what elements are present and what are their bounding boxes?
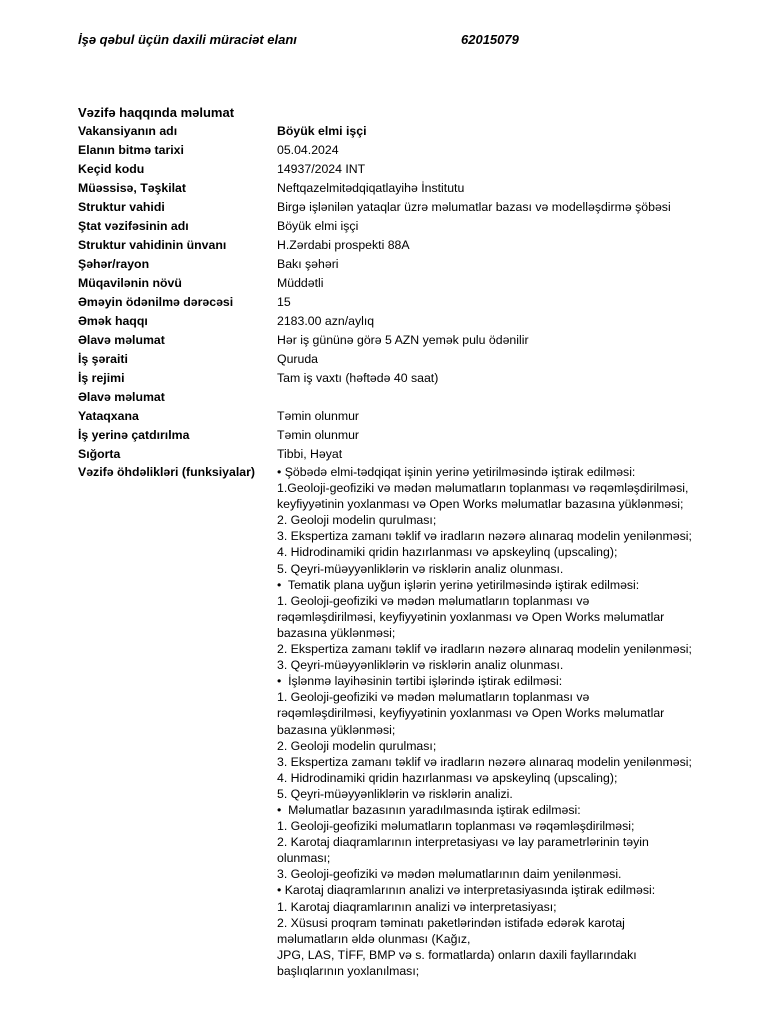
- info-row-value: Müddətli: [277, 276, 324, 290]
- announcement-title: İşə qəbul üçün daxili müraciət elanı: [78, 32, 297, 47]
- duty-line: 3. Ekspertiza zamanı təklif və iradların nəzərə alınaraq modelin yenilənməsi;: [277, 754, 692, 769]
- duty-line: 3. Qeyri-müəyyənliklərin və risklərin analiz olunması.: [277, 658, 564, 673]
- info-row-label: Elanın bitmə tarixi: [78, 143, 184, 157]
- duty-line: 1. Geoloji-geofiziki və mədən məlumatların toplanması və: [277, 593, 590, 608]
- duty-line: 3. Geoloji-geofiziki və mədən məlumatlarının daim yenilənməsi.: [277, 867, 622, 882]
- info-row: [78, 426, 728, 445]
- info-row: [78, 445, 728, 464]
- info-row-value: 14937/2024 INT: [277, 162, 366, 176]
- info-table: [78, 122, 728, 464]
- info-row-label: Ştat vəzifəsinin adı: [78, 219, 189, 233]
- info-row: [78, 217, 728, 236]
- duty-line: 2. Geoloji modelin qurulması;: [277, 738, 437, 753]
- info-row-value: Tibbi, Həyat: [277, 447, 343, 461]
- duty-line: • Tematik plana uyğun işlərin yerinə yetirilməsində iştirak edilməsi:: [277, 577, 640, 592]
- duty-line: 2. Ekspertiza zamanı təklif və iradların nəzərə alınaraq modelin yenilənməsi;: [277, 642, 692, 657]
- info-row: [78, 274, 728, 293]
- info-row-label: Sığorta: [78, 447, 121, 461]
- info-row-label: Əmək haqqı: [78, 314, 148, 328]
- info-row-label: Əməyin ödənilmə dərəcəsi: [78, 295, 234, 309]
- duty-line: 4. Hidrodinamiki qridin hazırlanması və apskeylinq (upscaling);: [277, 770, 618, 785]
- duties-list: [277, 464, 732, 979]
- duty-line: başlıqlarının yoxlanılması;: [277, 963, 420, 978]
- page-header: [78, 32, 678, 52]
- duty-line: keyfiyyətinin yoxlanması və Open Works məlumatlar bazasına yüklənməsi;: [277, 497, 684, 512]
- info-row: [78, 350, 728, 369]
- duty-line: 1. Geoloji-geofiziki və mədən məlumatların toplanması və: [277, 690, 590, 705]
- duty-line: 5. Qeyri-müəyyənliklərin və risklərin analiz olunması.: [277, 561, 564, 576]
- info-row-value: 15: [277, 295, 291, 309]
- info-row-value: Böyük elmi işçi: [277, 219, 359, 233]
- duty-line: 2. Geoloji modelin qurulması;: [277, 513, 437, 528]
- info-row-value: Neftqazelmitədqiqatlayihə İnstitutu: [277, 181, 465, 195]
- duty-line: rəqəmləşdirilməsi, keyfiyyətinin yoxlanması və Open Works məlumatlar: [277, 706, 665, 721]
- info-row-value: Quruda: [277, 352, 319, 366]
- info-row: [78, 293, 728, 312]
- info-row-label: Struktur vahidi: [78, 200, 165, 214]
- duty-line: 1.Geoloji-geofiziki və mədən məlumatların toplanması və rəqəmləşdirilməsi,: [277, 481, 689, 496]
- info-row: [78, 179, 728, 198]
- info-row-value: Təmin olunmur: [277, 428, 360, 442]
- info-row-label: İş yerinə çatdırılma: [78, 428, 190, 442]
- duty-line: • Karotaj diaqramlarının analizi və interpretasiyasında iştirak edilməsi:: [277, 883, 656, 898]
- info-row: [78, 236, 728, 255]
- info-row-value: 2183.00 azn/aylıq: [277, 314, 375, 328]
- info-row: [78, 407, 728, 426]
- info-row-label: İş şəraiti: [78, 352, 128, 366]
- info-row: [78, 312, 728, 331]
- info-row: [78, 141, 728, 160]
- duty-line: 1. Karotaj diaqramlarının analizi və interpretasiyası;: [277, 899, 557, 914]
- info-row: [78, 160, 728, 179]
- info-row: [78, 198, 728, 217]
- info-row-value: Birgə işlənilən yataqlar üzrə məlumatlar bazası və modelləşdirmə şöbəsi: [277, 200, 671, 214]
- duty-line: JPG, LAS, TİFF, BMP və s. formatlarda) onların daxili fayllarındakı: [277, 947, 637, 962]
- duty-line: 3. Ekspertiza zamanı təklif və iradların nəzərə alınaraq modelin yenilənməsi;: [277, 529, 692, 544]
- duty-line: 4. Hidrodinamiki qridin hazırlanması və apskeylinq (upscaling);: [277, 545, 618, 560]
- info-row-value: Tam iş vaxtı (həftədə 40 saat): [277, 371, 439, 385]
- info-row-label: Yataqxana: [78, 409, 139, 423]
- info-row-label: Müəssisə, Təşkilat: [78, 181, 186, 195]
- duty-line: bazasına yüklənməsi;: [277, 625, 396, 640]
- duties-label: Vəzifə öhdəlikləri (funksiyalar): [78, 465, 255, 479]
- info-row-value: [277, 388, 727, 407]
- info-row-value: Böyük elmi işçi: [277, 124, 367, 138]
- duty-line: 5. Qeyri-müəyyənliklərin və risklərin analizi.: [277, 786, 513, 801]
- info-row-label: Müqavilənin növü: [78, 276, 182, 290]
- info-row-label: Əlavə məlumat: [78, 333, 165, 347]
- duty-line: olunması;: [277, 851, 331, 866]
- section-title: Vəzifə haqqında məlumat: [78, 105, 235, 120]
- info-row-label: Şəhər/rayon: [78, 257, 150, 271]
- info-row: [78, 331, 728, 350]
- info-row-value: 05.04.2024: [277, 143, 339, 157]
- info-row: [78, 388, 728, 407]
- info-row-label: İş rejimi: [78, 371, 125, 385]
- duty-line: 1. Geoloji-geofiziki məlumatların toplanması və rəqəmləşdirilməsi;: [277, 819, 635, 834]
- info-row-label: Keçid kodu: [78, 162, 145, 176]
- info-row-value: Bakı şəhəri: [277, 257, 339, 271]
- info-row-label: Vakansiyanın adı: [78, 124, 178, 138]
- duty-line: məlumatların əldə olunması (Kağız,: [277, 931, 471, 946]
- info-row-label: Struktur vahidinin ünvanı: [78, 238, 227, 252]
- duty-line: 2. Xüsusi proqram təminatı paketlərindən istifadə edərək karotaj: [277, 915, 625, 930]
- info-row-value: Təmin olunmur: [277, 409, 360, 423]
- announcement-code: 62015079: [461, 32, 519, 47]
- duty-line: • Məlumatlar bazasının yaradılmasında iştirak edilməsi:: [277, 802, 581, 817]
- info-row: [78, 122, 728, 141]
- info-row-value: H.Zərdabi prospekti 88A: [277, 238, 410, 252]
- duty-line: rəqəmləşdirilməsi, keyfiyyətinin yoxlanması və Open Works məlumatlar: [277, 609, 665, 624]
- duty-line: • İşlənmə layihəsinin tərtibi işlərində iştirak edilməsi:: [277, 674, 563, 689]
- info-row-label: Əlavə məlumat: [78, 390, 165, 404]
- info-row-value: Hər iş gününə görə 5 AZN yemək pulu ödənilir: [277, 333, 529, 347]
- duty-line: 2. Karotaj diaqramlarının interpretasiyası və lay parametrlərinin təyin: [277, 835, 649, 850]
- duty-line: bazasına yüklənməsi;: [277, 722, 396, 737]
- info-row: [78, 255, 728, 274]
- info-row: [78, 369, 728, 388]
- duty-line: • Şöbədə elmi-tədqiqat işinin yerinə yetirilməsində iştirak edilməsi:: [277, 465, 636, 479]
